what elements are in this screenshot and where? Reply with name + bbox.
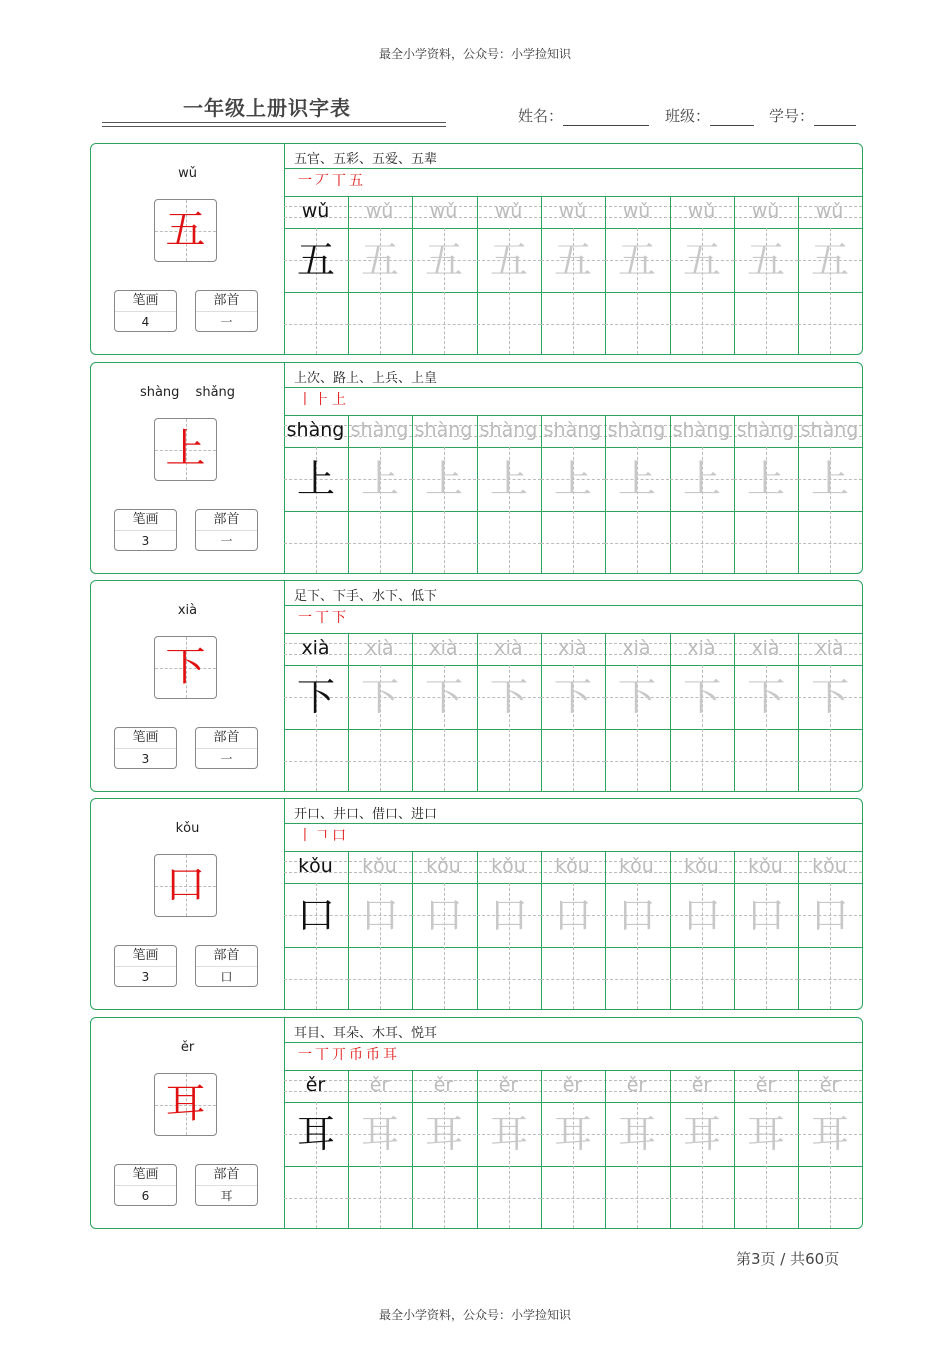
number-field[interactable]	[769, 105, 856, 126]
cell-guide	[412, 979, 476, 980]
cell-guide	[284, 324, 348, 325]
pinyin-model: xià	[301, 637, 330, 659]
footer-note: 最全小学资料，公众号：小学捡知识	[378, 1308, 571, 1322]
card-info-panel	[91, 363, 285, 573]
pinyin-trace: wǔ	[429, 200, 458, 222]
pinyin-trace: ěr	[498, 1074, 519, 1096]
stroke-count-value: 3	[141, 752, 150, 766]
character-trace[interactable]: 耳	[810, 1112, 849, 1156]
character-trace[interactable]: 五	[682, 238, 721, 282]
row-divider	[284, 605, 862, 606]
radical-value: 一	[220, 534, 233, 548]
stroke-count-value: 6	[141, 1189, 150, 1203]
stroke-count-value: 4	[141, 315, 150, 329]
cell-guide	[348, 979, 412, 980]
pinyin-trace: kǒu	[684, 855, 719, 877]
cell-guide	[670, 543, 734, 544]
character-trace[interactable]: 口	[489, 893, 528, 937]
pinyin-trace: xià	[687, 637, 716, 659]
card-info-panel	[91, 581, 285, 791]
cell-guide	[734, 543, 798, 544]
title-underline	[102, 122, 446, 123]
character-trace[interactable]: 耳	[360, 1112, 399, 1156]
cell-guide	[605, 1198, 669, 1199]
character-trace[interactable]: 耳	[553, 1112, 592, 1156]
pinyin-trace: kǒu	[491, 855, 526, 877]
pinyin-trace: ěr	[626, 1074, 647, 1096]
pinyin-trace: xià	[558, 637, 587, 659]
pinyin-trace: shàng	[800, 419, 859, 441]
pinyin-trace: xià	[494, 637, 523, 659]
character-model: 口	[296, 893, 335, 937]
pinyin-trace: shàng	[543, 419, 602, 441]
character-trace[interactable]: 上	[682, 457, 721, 501]
name-label: 姓名：	[518, 107, 564, 125]
pinyin-model: kǒu	[298, 855, 333, 877]
character-trace[interactable]: 耳	[489, 1112, 528, 1156]
character-model: 上	[296, 457, 335, 501]
card-info-panel	[91, 799, 285, 1009]
cell-guide	[605, 543, 669, 544]
cell-guide	[670, 1198, 734, 1199]
character-trace[interactable]: 下	[424, 675, 463, 719]
pinyin-model: ěr	[305, 1074, 326, 1096]
character-trace[interactable]: 五	[617, 238, 656, 282]
cell-guide	[605, 761, 669, 762]
radical-value: 耳	[220, 1189, 233, 1203]
radical-box	[195, 290, 258, 332]
pinyin-model: shàng	[286, 419, 345, 441]
character-trace[interactable]: 下	[360, 675, 399, 719]
cell-guide	[605, 979, 669, 980]
character-trace[interactable]: 下	[617, 675, 656, 719]
stroke-count-box	[114, 509, 177, 551]
cell-guide	[734, 761, 798, 762]
character-trace[interactable]: 下	[682, 675, 721, 719]
cell-guide	[284, 543, 348, 544]
character-card	[90, 580, 863, 792]
row-divider	[284, 168, 862, 169]
cell-guide	[348, 761, 412, 762]
radical-label: 部首	[196, 291, 257, 312]
cell-guide	[477, 324, 541, 325]
character-card	[90, 143, 863, 355]
main-character: 口	[165, 862, 206, 908]
character-model: 下	[296, 675, 335, 719]
character-trace[interactable]: 上	[746, 457, 785, 501]
name-field[interactable]	[518, 105, 649, 126]
stroke-count-value: 3	[141, 534, 150, 548]
cell-guide	[798, 979, 862, 980]
pinyin-trace: shàng	[607, 419, 666, 441]
example-words: 开口、井口、借口、进口	[294, 807, 438, 822]
cell-guide	[798, 543, 862, 544]
pinyin-trace: kǒu	[555, 855, 590, 877]
stroke-count-box	[114, 1164, 177, 1206]
practice-panel	[284, 144, 862, 354]
cell-guide	[348, 543, 412, 544]
row-divider	[284, 823, 862, 824]
main-pinyin: ěr	[180, 1040, 195, 1055]
stroke-count-label: 笔画	[115, 1165, 176, 1186]
character-trace[interactable]: 下	[489, 675, 528, 719]
cell-guide	[412, 543, 476, 544]
practice-panel	[284, 799, 862, 1009]
character-model: 五	[296, 238, 335, 282]
cell-guide	[477, 761, 541, 762]
cell-guide	[284, 1198, 348, 1199]
character-trace[interactable]: 下	[746, 675, 785, 719]
character-card	[90, 798, 863, 1010]
radical-label: 部首	[196, 728, 257, 749]
main-character: 上	[165, 426, 206, 472]
character-model: 耳	[296, 1112, 335, 1156]
cell-guide	[412, 324, 476, 325]
character-box	[154, 1073, 217, 1136]
main-character: 下	[165, 644, 206, 690]
cell-guide	[798, 761, 862, 762]
character-trace[interactable]: 耳	[617, 1112, 656, 1156]
card-info-panel	[91, 144, 285, 354]
cell-guide	[284, 979, 348, 980]
header-note: 最全小学资料，公众号：小学捡知识	[378, 47, 571, 61]
character-trace[interactable]: 五	[360, 238, 399, 282]
page-title: 一年级上册识字表	[183, 96, 351, 120]
radical-value: 一	[220, 315, 233, 329]
character-trace[interactable]: 口	[424, 893, 463, 937]
pinyin-trace: ěr	[433, 1074, 454, 1096]
name-blank[interactable]	[563, 109, 649, 126]
character-trace[interactable]: 耳	[682, 1112, 721, 1156]
stroke-count-label: 笔画	[115, 510, 176, 531]
example-words: 足下、下手、水下、低下	[294, 589, 438, 604]
character-trace[interactable]: 上	[553, 457, 592, 501]
pinyin-model: wǔ	[301, 200, 330, 222]
pinyin-trace: shàng	[479, 419, 538, 441]
pinyin-trace: wǔ	[751, 200, 780, 222]
main-pinyin: shàng shǎng	[139, 385, 236, 400]
radical-box	[195, 1164, 258, 1206]
pinyin-trace: xià	[365, 637, 394, 659]
stroke-count-label: 笔画	[115, 291, 176, 312]
example-words: 五官、五彩、五爱、五辈	[294, 152, 438, 167]
pinyin-trace: xià	[751, 637, 780, 659]
character-trace[interactable]: 下	[553, 675, 592, 719]
radical-box	[195, 945, 258, 987]
pinyin-trace: kǒu	[426, 855, 461, 877]
class-blank[interactable]	[710, 109, 754, 126]
pinyin-trace: xià	[622, 637, 651, 659]
radical-value: 一	[220, 752, 233, 766]
practice-panel	[284, 581, 862, 791]
cell-guide	[477, 979, 541, 980]
pinyin-trace: ěr	[755, 1074, 776, 1096]
pinyin-trace: ěr	[691, 1074, 712, 1096]
character-card	[90, 1017, 863, 1229]
pinyin-trace: wǔ	[687, 200, 716, 222]
cell-guide	[348, 324, 412, 325]
stroke-count-box	[114, 290, 177, 332]
example-words: 耳目、耳朵、木耳、悦耳	[294, 1026, 438, 1041]
stroke-order: 丨𠃍口	[298, 828, 349, 844]
title-underline-2	[102, 126, 446, 127]
stroke-count-box	[114, 727, 177, 769]
character-box	[154, 854, 217, 917]
stroke-count-value: 3	[141, 970, 150, 984]
character-trace[interactable]: 上	[489, 457, 528, 501]
stroke-order: 一丆丅五	[298, 173, 366, 189]
radical-box	[195, 509, 258, 551]
pinyin-trace: shàng	[736, 419, 795, 441]
cell-guide	[541, 543, 605, 544]
character-trace[interactable]: 口	[682, 893, 721, 937]
cell-guide	[734, 979, 798, 980]
pinyin-trace: wǔ	[365, 200, 394, 222]
cell-guide	[477, 543, 541, 544]
stroke-count-label: 笔画	[115, 946, 176, 967]
pinyin-trace: shàng	[414, 419, 473, 441]
pinyin-trace: wǔ	[494, 200, 523, 222]
class-label: 班级：	[665, 107, 711, 125]
number-blank[interactable]	[814, 109, 856, 126]
character-trace[interactable]: 上	[360, 457, 399, 501]
cell-guide	[284, 761, 348, 762]
character-trace[interactable]: 上	[617, 457, 656, 501]
radical-box	[195, 727, 258, 769]
character-trace[interactable]: 口	[746, 893, 785, 937]
pinyin-trace: kǒu	[748, 855, 783, 877]
cell-guide	[670, 979, 734, 980]
cell-guide	[541, 761, 605, 762]
character-box	[154, 418, 217, 481]
main-character: 耳	[165, 1081, 206, 1127]
row-divider	[284, 1042, 862, 1043]
pinyin-trace: xià	[429, 637, 458, 659]
pinyin-trace: wǔ	[815, 200, 844, 222]
pinyin-trace: wǔ	[622, 200, 651, 222]
character-trace[interactable]: 五	[553, 238, 592, 282]
stroke-order: 丨⺊上	[298, 392, 349, 408]
character-trace[interactable]: 口	[553, 893, 592, 937]
radical-label: 部首	[196, 946, 257, 967]
cell-guide	[477, 1198, 541, 1199]
character-trace[interactable]: 五	[424, 238, 463, 282]
cell-guide	[412, 1198, 476, 1199]
cell-guide	[798, 1198, 862, 1199]
cell-guide	[605, 324, 669, 325]
character-trace[interactable]: 上	[424, 457, 463, 501]
cell-guide	[734, 1198, 798, 1199]
pinyin-trace: ěr	[369, 1074, 390, 1096]
pinyin-trace: ěr	[562, 1074, 583, 1096]
radical-label: 部首	[196, 1165, 257, 1186]
class-field[interactable]	[665, 105, 754, 126]
cell-guide	[348, 1198, 412, 1199]
main-pinyin: xià	[177, 603, 198, 618]
character-trace[interactable]: 五	[810, 238, 849, 282]
character-box	[154, 636, 217, 699]
character-box	[154, 199, 217, 262]
character-trace[interactable]: 上	[810, 457, 849, 501]
pinyin-trace: kǒu	[812, 855, 847, 877]
cell-guide	[412, 761, 476, 762]
card-info-panel	[91, 1018, 285, 1228]
character-trace[interactable]: 口	[810, 893, 849, 937]
character-trace[interactable]: 下	[810, 675, 849, 719]
pinyin-trace: shàng	[672, 419, 731, 441]
pinyin-trace: xià	[815, 637, 844, 659]
character-trace[interactable]: 口	[617, 893, 656, 937]
main-pinyin: wǔ	[178, 166, 197, 181]
stroke-count-label: 笔画	[115, 728, 176, 749]
practice-panel	[284, 363, 862, 573]
page-number: 第3页 / 共60页	[736, 1250, 840, 1268]
main-pinyin: kǒu	[175, 821, 200, 836]
practice-panel	[284, 1018, 862, 1228]
character-trace[interactable]: 五	[489, 238, 528, 282]
example-words: 上次、路上、上兵、上皇	[294, 371, 438, 386]
cell-guide	[541, 1198, 605, 1199]
cell-guide	[541, 324, 605, 325]
stroke-order: 一丅丌币币耳	[298, 1047, 400, 1063]
stroke-count-box	[114, 945, 177, 987]
cell-guide	[541, 979, 605, 980]
character-card	[90, 362, 863, 574]
cell-guide	[670, 761, 734, 762]
cell-guide	[798, 324, 862, 325]
character-trace[interactable]: 五	[746, 238, 785, 282]
main-character: 五	[165, 207, 206, 253]
row-divider	[284, 387, 862, 388]
pinyin-trace: kǒu	[619, 855, 654, 877]
cell-guide	[670, 324, 734, 325]
radical-value: 口	[220, 970, 233, 984]
character-trace[interactable]: 耳	[746, 1112, 785, 1156]
cell-guide	[734, 324, 798, 325]
character-trace[interactable]: 耳	[424, 1112, 463, 1156]
pinyin-trace: kǒu	[362, 855, 397, 877]
number-label: 学号：	[769, 107, 815, 125]
radical-label: 部首	[196, 510, 257, 531]
pinyin-trace: shàng	[350, 419, 409, 441]
pinyin-trace: wǔ	[558, 200, 587, 222]
stroke-order: 一丅下	[298, 610, 349, 626]
character-trace[interactable]: 口	[360, 893, 399, 937]
pinyin-trace: ěr	[819, 1074, 840, 1096]
